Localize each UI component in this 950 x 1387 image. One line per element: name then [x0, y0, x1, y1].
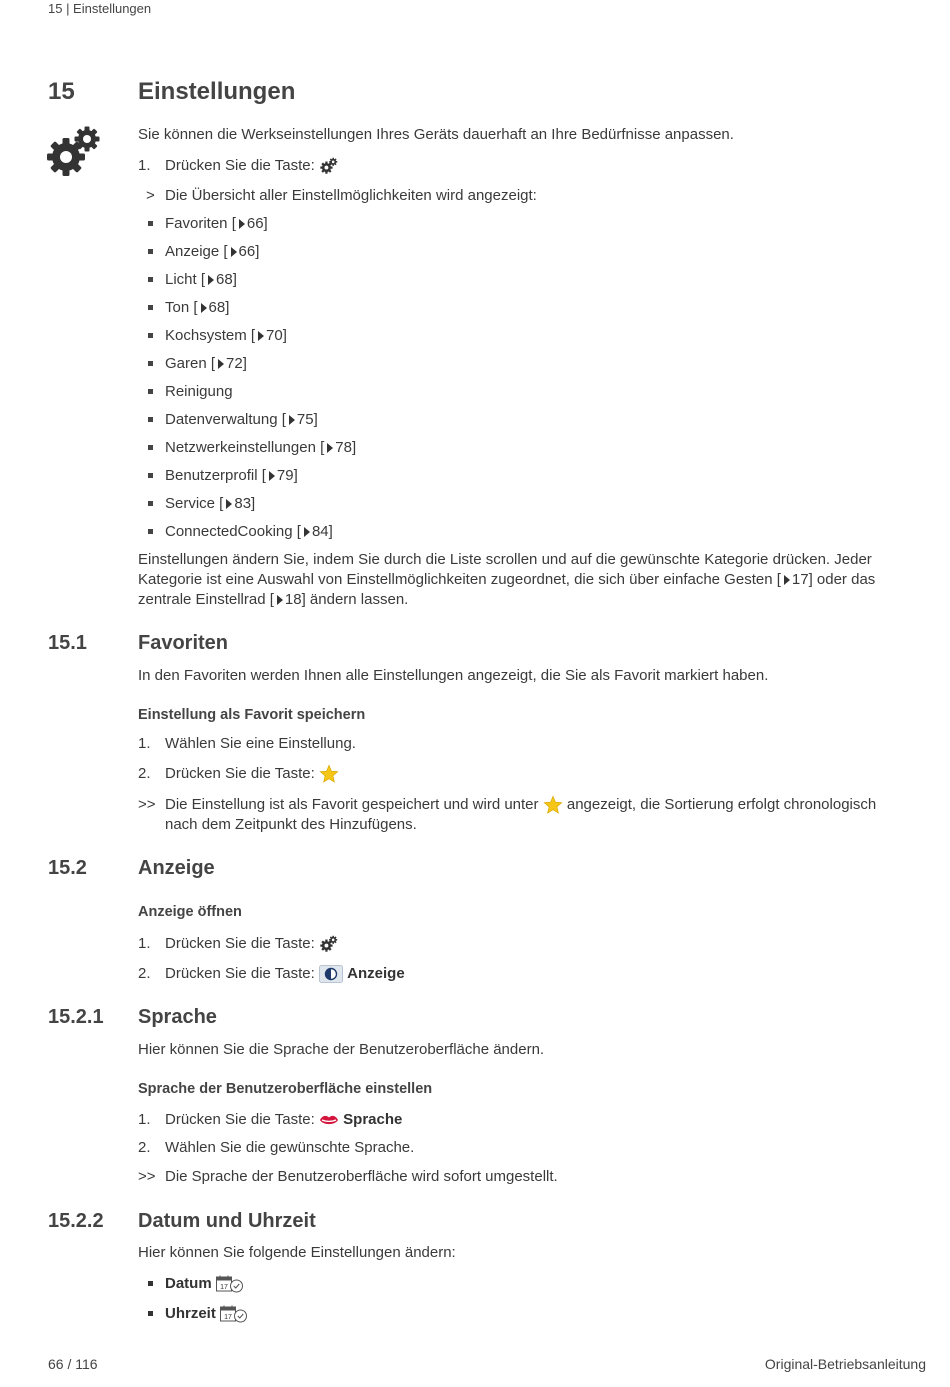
- xref-arrow-icon: [327, 443, 333, 453]
- calendar-day: 17: [219, 1284, 228, 1292]
- section-15-2-1-title: Sprache: [138, 1006, 217, 1028]
- xref-arrow-icon: [208, 275, 214, 285]
- xref-arrow-icon: [201, 303, 207, 313]
- section-15-2-2-number: 15.2.2: [48, 1210, 104, 1232]
- display-contrast-icon: [319, 965, 343, 983]
- calendar-day: 17: [224, 1314, 232, 1322]
- result-text: Die Übersicht aller Einstellmöglichkeiten wird angezeigt:: [165, 187, 537, 204]
- document-title: Original-Betriebsanleitung: [764, 1356, 926, 1372]
- section-15-number: 15: [48, 78, 75, 105]
- xref-arrow-icon: [226, 499, 232, 509]
- section-15-2-2-intro: Hier können Sie folgende Einstellungen ändern:: [138, 1244, 456, 1261]
- section-15-1-subhead: Einstellung als Favorit speichern: [138, 707, 366, 723]
- step-number: 1.: [138, 157, 151, 174]
- xref-arrow-icon: [784, 575, 790, 585]
- section-15-2-1-subhead: Sprache der Benutzeroberfläche einstellen: [138, 1081, 433, 1097]
- section-15-2-1-intro: Hier können Sie die Sprache der Benutzeroberfläche ändern.: [138, 1041, 545, 1058]
- section-15-2-2-title: Datum und Uhrzeit: [138, 1210, 316, 1232]
- section-15-closing: Einstellungen ändern Sie, indem Sie durch die Liste scrollen und auf die gewünschte Kategorie drücken. Jeder Kategorie ist eine Auswahl von Einstellmöglichkeiten zugeordnet, die sich über einfache Gesten [ 17] oder das zentrale Einstellrad [ 18] ändern lassen.: [138, 551, 876, 608]
- xref-arrow-icon: [269, 471, 275, 481]
- language-lips-icon: [319, 1113, 339, 1127]
- section-15-1-number: 15.1: [48, 632, 87, 654]
- section-15-1-intro: In den Favoriten werden Ihnen alle Einstellungen angezeigt, die Sie als Favorit markiert haben.: [138, 667, 769, 684]
- step-text: Drücken Sie die Taste:: [165, 157, 315, 174]
- xref-arrow-icon: [231, 247, 237, 257]
- xref-arrow-icon: [218, 359, 224, 369]
- settings-gears-icon: [319, 157, 339, 175]
- favorite-star-icon: [319, 764, 339, 784]
- page-number: 66 / 116: [48, 1356, 98, 1372]
- result-marker: >: [146, 187, 155, 204]
- section-15-title: Einstellungen: [138, 78, 296, 105]
- xref-arrow-icon: [304, 527, 310, 537]
- calendar-clock-icon: [216, 1275, 244, 1293]
- favorite-star-icon: [543, 795, 563, 815]
- section-15-2-number: 15.2: [48, 857, 87, 879]
- section-15-2-title: Anzeige: [138, 857, 215, 879]
- xref-arrow-icon: [258, 331, 264, 341]
- section-15-2-subhead: Anzeige öffnen: [138, 904, 242, 920]
- xref-arrow-icon: [277, 595, 283, 605]
- section-15-intro: Sie können die Werkseinstellungen Ihres Geräts dauerhaft an Ihre Bedürfnisse anpassen.: [138, 126, 734, 143]
- section-15-1-title: Favoriten: [138, 632, 229, 654]
- xref-arrow-icon: [239, 219, 245, 229]
- calendar-clock-icon: [220, 1305, 248, 1323]
- settings-gears-icon: [319, 935, 339, 953]
- settings-gears-icon: [46, 124, 102, 180]
- xref-arrow-icon: [289, 415, 295, 425]
- section-15-2-1-number: 15.2.1: [48, 1006, 104, 1028]
- running-header: 15 | Einstellungen: [48, 1, 152, 16]
